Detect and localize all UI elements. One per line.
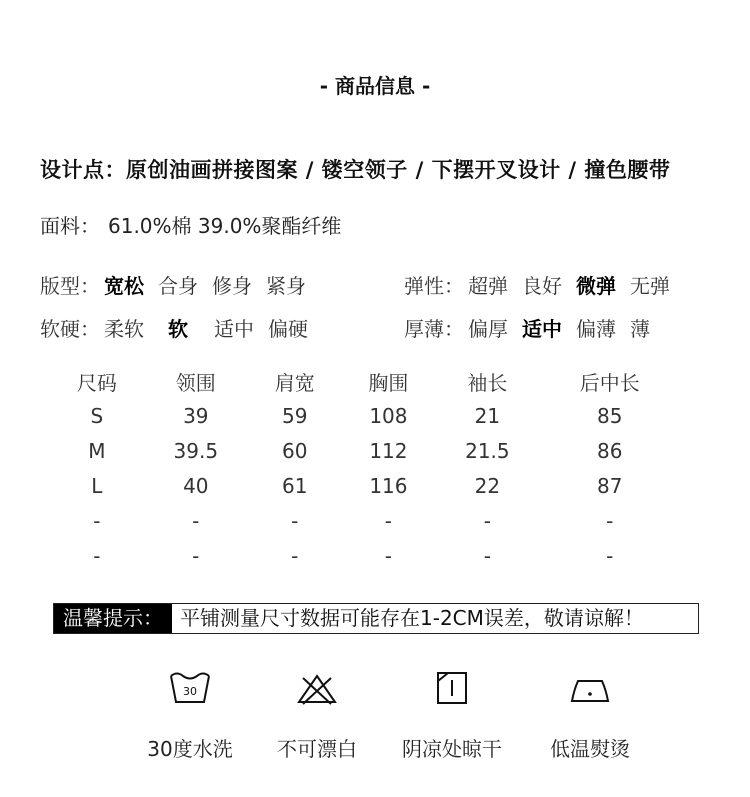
table-cell: 116 xyxy=(369,473,408,498)
header-back-length: 后中长 xyxy=(579,370,640,395)
section-title: - 商品信息 - xyxy=(319,74,431,98)
care-item-shade-dry xyxy=(387,668,517,762)
table-cell: 61 xyxy=(282,473,308,498)
care-item-no-bleach xyxy=(252,668,382,762)
table-cell: 39 xyxy=(183,403,209,428)
table-row xyxy=(50,503,680,538)
table-cell: 85 xyxy=(597,403,623,428)
table-cell: 59 xyxy=(282,403,308,428)
table-cell: - xyxy=(606,508,614,533)
header-size: 尺码 xyxy=(76,370,117,395)
elasticity-option-super: 超弹 xyxy=(468,274,508,298)
table-cell: - xyxy=(93,543,101,568)
table-cell: - xyxy=(291,508,299,533)
table-cell: - xyxy=(93,508,101,533)
fit-row xyxy=(40,270,306,299)
softness-option-very-soft: 柔软 xyxy=(104,317,144,341)
table-cell: - xyxy=(291,543,299,568)
elasticity-label: 弹性： xyxy=(404,274,464,298)
care-label-no-bleach: 不可漂白 xyxy=(277,737,357,761)
table-cell: - xyxy=(606,543,614,568)
table-cell: - xyxy=(384,543,393,568)
size-table-header xyxy=(50,364,680,398)
table-cell: - xyxy=(192,543,200,568)
table-cell: - xyxy=(192,508,200,533)
header-chest: 胸围 xyxy=(368,370,409,395)
header-sleeve: 袖长 xyxy=(467,370,508,395)
header-shoulder: 肩宽 xyxy=(274,370,315,395)
thickness-label: 厚薄： xyxy=(404,317,464,341)
table-row xyxy=(50,433,680,468)
softness-option-soft: 软 xyxy=(168,317,188,341)
size-table xyxy=(50,364,680,573)
table-cell: L xyxy=(91,473,103,498)
fit-label: 版型： xyxy=(40,274,100,298)
table-cell: 112 xyxy=(369,438,408,463)
thickness-option-thinner: 偏薄 xyxy=(576,317,616,341)
table-cell: 40 xyxy=(183,473,209,498)
table-cell: 21.5 xyxy=(465,438,510,463)
table-cell: 21 xyxy=(474,403,501,428)
softness-option-medium: 适中 xyxy=(214,317,254,341)
shade-dry-icon xyxy=(430,668,474,708)
fabric-info xyxy=(40,210,341,239)
care-item-low-iron xyxy=(525,668,655,762)
design-points: 设计点：原创油画拼接图案 / 镂空领子 / 下摆开叉设计 / 撞色腰带 xyxy=(40,158,671,182)
wash-temp-label: 30 xyxy=(183,685,197,698)
table-cell: M xyxy=(88,438,106,463)
softness-option-stiff: 偏硬 xyxy=(268,317,308,341)
elasticity-option-good: 良好 xyxy=(522,274,562,298)
table-cell: 108 xyxy=(369,403,408,428)
elasticity-option-none: 无弹 xyxy=(630,274,670,298)
fabric-label: 面料： xyxy=(40,214,100,238)
table-cell: - xyxy=(483,508,491,533)
tip-text: 平铺测量尺寸数据可能存在1-2CM误差，敬请谅解！ xyxy=(180,606,644,630)
thickness-row xyxy=(404,313,650,342)
care-label-wash: 30度水洗 xyxy=(147,737,233,761)
table-row xyxy=(50,468,680,503)
thickness-option-thick: 偏厚 xyxy=(468,317,508,341)
elasticity-option-slight: 微弹 xyxy=(576,274,616,298)
fabric-value: 61.0%棉 39.0%聚酯纤维 xyxy=(108,214,342,238)
table-cell: 86 xyxy=(597,438,623,463)
table-cell: 87 xyxy=(597,473,623,498)
table-cell: 22 xyxy=(474,473,501,498)
tip-label: 温馨提示： xyxy=(54,604,172,633)
table-cell: S xyxy=(90,403,104,428)
table-cell: 60 xyxy=(282,438,308,463)
table-row xyxy=(50,538,680,573)
fit-option-regular: 合身 xyxy=(158,274,198,298)
table-cell: 39.5 xyxy=(173,438,219,463)
fit-option-tight: 紧身 xyxy=(266,274,306,298)
wash-30-icon xyxy=(168,668,212,708)
care-item-wash xyxy=(125,668,255,762)
softness-row xyxy=(40,313,308,342)
low-iron-icon xyxy=(568,668,612,708)
table-cell: - xyxy=(483,543,491,568)
measurement-tip xyxy=(53,603,699,634)
thickness-option-medium: 适中 xyxy=(522,317,562,341)
fit-option-slim: 修身 xyxy=(212,274,252,298)
elasticity-row xyxy=(404,270,670,299)
thickness-option-thin: 薄 xyxy=(630,317,650,341)
care-label-low-iron: 低温熨烫 xyxy=(550,737,630,761)
no-bleach-icon xyxy=(295,668,339,708)
table-cell: - xyxy=(384,508,393,533)
header-collar: 领围 xyxy=(175,370,216,395)
fit-option-loose: 宽松 xyxy=(104,274,144,298)
table-row xyxy=(50,398,680,433)
care-label-shade-dry: 阴凉处晾干 xyxy=(402,737,502,761)
softness-label: 软硬： xyxy=(40,317,100,341)
